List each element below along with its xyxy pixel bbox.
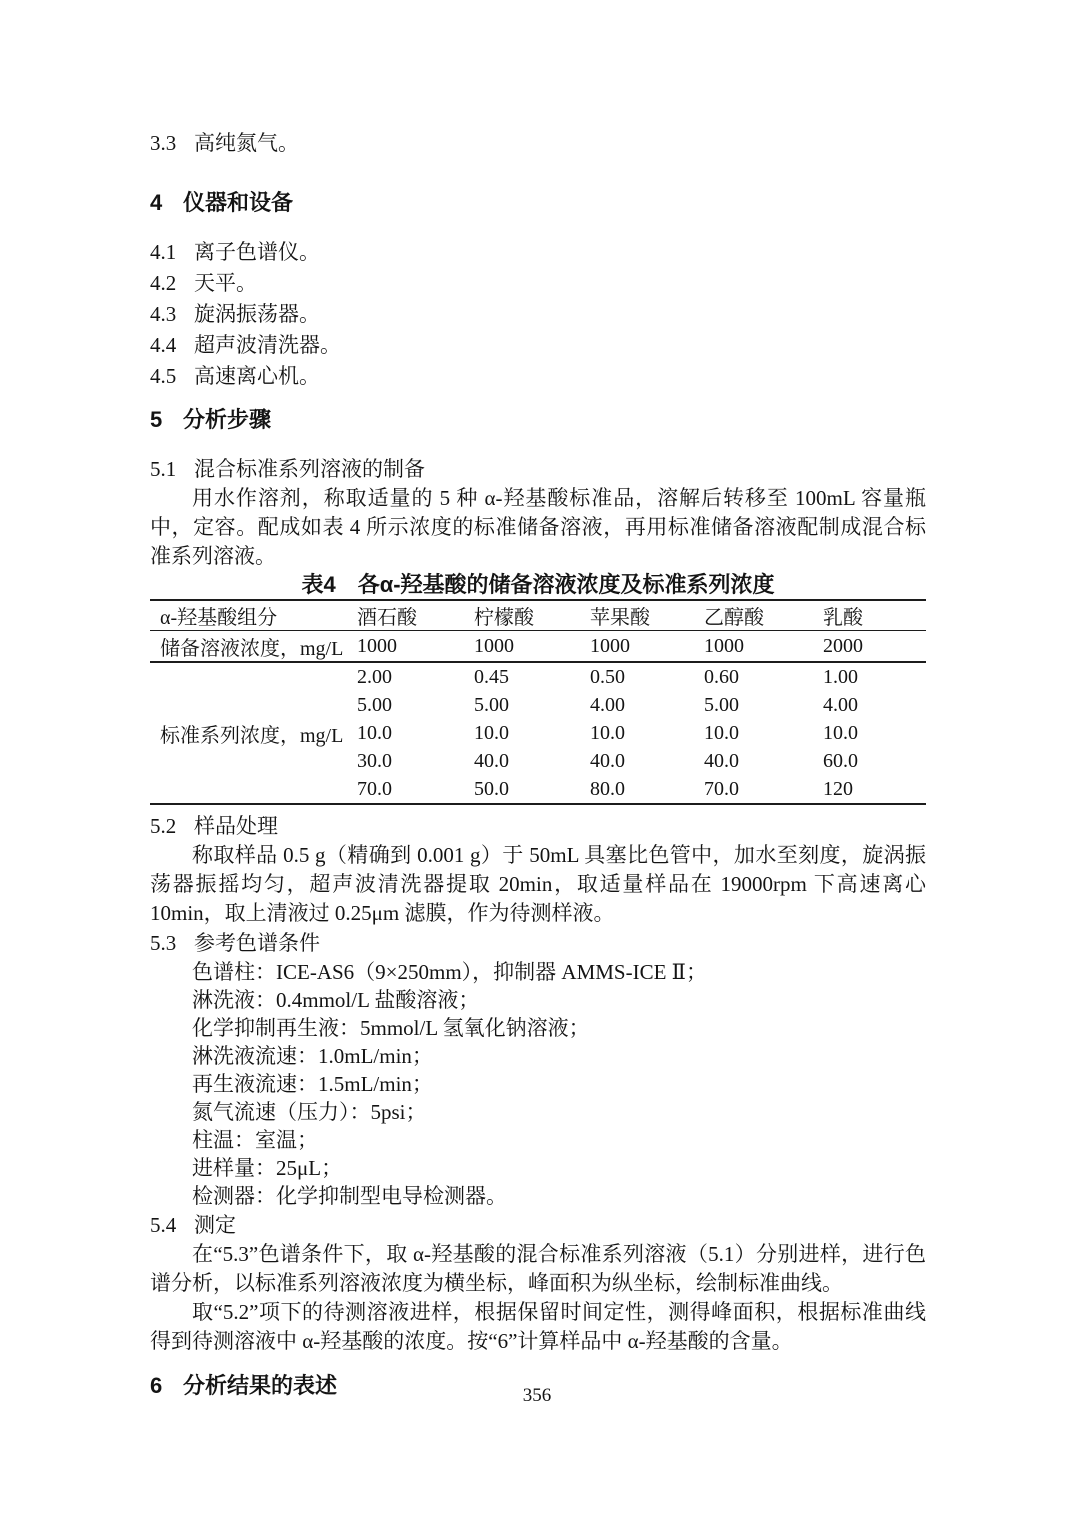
row-label: 储备溶液浓度，mg/L — [150, 631, 357, 663]
table-cell: 0.45 — [474, 665, 509, 688]
table-cell: 40.0 — [704, 749, 739, 772]
condition-item: 检测器：化学抑制型电导检测器。 — [192, 1184, 507, 1208]
clause-number: 5.2 — [150, 814, 177, 838]
column-header: 酒石酸 — [357, 600, 474, 631]
section-5-heading — [150, 405, 926, 435]
table-cell: 70.0 — [357, 777, 392, 800]
condition-item: 再生液流速：1.5mL/min； — [192, 1072, 433, 1096]
table-cell: 1000 — [357, 631, 474, 663]
clause-text: 超声波清洗器。 — [194, 333, 341, 357]
chromatography-conditions-list — [150, 958, 926, 1210]
table-cell: 0.50 — [590, 665, 625, 688]
clause-title: 参考色谱条件 — [194, 931, 320, 955]
table-cell: 60.0 — [823, 749, 858, 772]
condition-item: 柱温：室温； — [192, 1128, 318, 1152]
section-number: 5 — [150, 407, 163, 432]
clause-number: 4.4 — [150, 333, 177, 357]
table-row — [150, 631, 926, 663]
condition-item: 色谱柱：ICE-AS6（9×250mm），抑制器 AMMS-ICE Ⅱ； — [192, 960, 707, 984]
table-cell: 80.0 — [590, 777, 625, 800]
clause-number: 5.3 — [150, 931, 177, 955]
section-title: 分析结果的表述 — [183, 1373, 338, 1398]
section-4-items — [150, 237, 926, 392]
document-page — [150, 128, 926, 1401]
table-cell: 4.00 — [823, 693, 858, 716]
table-cell: 1.00 — [823, 665, 858, 688]
table-cell: 1000 — [590, 631, 704, 663]
table-cell: 5.00 — [474, 693, 509, 716]
table-cell: 50.0 — [474, 777, 509, 800]
clause-text: 离子色谱仪。 — [194, 240, 320, 264]
clause-5-4-paragraph-1: 在“5.3”色谱条件下，取 α-羟基酸的混合标准系列溶液（5.1）分别进样，进行色谱分析，以标准系列溶液浓度为横坐标，峰面积为纵坐标，绘制标准曲线。 — [150, 1242, 926, 1295]
clause-5-4-paragraph-2: 取“5.2”项下的待测溶液进样，根据保留时间定性，测得峰面积，根据标准曲线得到待测溶液中 α-羟基酸的浓度。按“6”计算样品中 α-羟基酸的含量。 — [150, 1300, 926, 1353]
column-header: α-羟基酸组分 — [150, 600, 357, 631]
condition-item: 进样量：25μL； — [192, 1156, 343, 1180]
table-4-caption: 表4 各α-羟基酸的储备溶液浓度及标准系列浓度 — [301, 572, 775, 597]
table-cell: 5.00 — [704, 693, 739, 716]
clause-number: 4.3 — [150, 302, 177, 326]
table-cell: 2000 — [823, 631, 926, 663]
table-cell: 10.0 — [823, 721, 858, 744]
table-cell: 4.00 — [590, 693, 625, 716]
section-title: 分析步骤 — [183, 407, 272, 432]
section-number: 6 — [150, 1373, 163, 1398]
clause-5-1-heading — [150, 454, 926, 484]
section-title: 仪器和设备 — [183, 190, 294, 215]
clause-4-4 — [150, 330, 926, 361]
clause-text: 高速离心机。 — [194, 364, 320, 388]
column-header: 乙醇酸 — [704, 600, 823, 631]
clause-5-4-heading — [150, 1210, 926, 1240]
clause-title: 测定 — [194, 1213, 236, 1237]
table-cell: 1000 — [474, 631, 590, 663]
table-cell: 120 — [823, 777, 853, 800]
clause-number: 4.1 — [150, 240, 177, 264]
table-cell: 40.0 — [474, 749, 509, 772]
table-header-row — [150, 600, 926, 631]
table-cell: 10.0 — [357, 721, 392, 744]
clause-text: 天平。 — [194, 271, 257, 295]
table-4 — [150, 599, 926, 805]
clause-number: 3.3 — [150, 131, 177, 155]
section-number: 4 — [150, 190, 163, 215]
column-header: 乳酸 — [823, 600, 926, 631]
column-header: 苹果酸 — [590, 600, 704, 631]
condition-item: 淋洗液流速：1.0mL/min； — [192, 1044, 433, 1068]
table-cell: 0.60 — [704, 665, 739, 688]
clause-5-1-paragraph: 用水作溶剂，称取适量的 5 种 α-羟基酸标准品，溶解后转移至 100mL 容量瓶中，定容。配成如表 4 所示浓度的标准储备溶液，再用标准储备溶液配制成混合标准系列溶液。 — [150, 486, 926, 568]
clause-4-3 — [150, 299, 926, 330]
row-label: 标准系列浓度，mg/L — [160, 724, 344, 747]
clause-3-3 — [150, 128, 926, 159]
table-cell: 40.0 — [590, 749, 625, 772]
clause-title: 样品处理 — [194, 814, 278, 838]
clause-4-1 — [150, 237, 926, 268]
table-cell: 2.00 — [357, 665, 392, 688]
condition-item: 淋洗液：0.4mmol/L 盐酸溶液； — [192, 988, 480, 1012]
section-4-heading — [150, 188, 926, 218]
clause-5-3-heading — [150, 928, 926, 958]
table-cell: 10.0 — [590, 721, 625, 744]
condition-item: 氮气流速（压力）：5psi； — [192, 1100, 427, 1124]
clause-5-2-heading — [150, 811, 926, 841]
clause-4-2 — [150, 268, 926, 299]
clause-4-5 — [150, 361, 926, 392]
clause-text: 高纯氮气。 — [194, 131, 299, 155]
clause-number: 4.2 — [150, 271, 177, 295]
page-number: 356 — [522, 1385, 552, 1406]
table-cell: 30.0 — [357, 749, 392, 772]
table-cell: 10.0 — [704, 721, 739, 744]
clause-5-2-paragraph: 称取样品 0.5 g（精确到 0.001 g）于 50mL 具塞比色管中，加水至刻度，旋涡振荡器振摇均匀，超声波清洗器提取 20min，取适量样品在 19000rpm 下高速离心 10min，取上清液过 0.25μm 滤膜，作为待测样液。 — [150, 843, 926, 925]
condition-item: 化学抑制再生液：5mmol/L 氢氧化钠溶液； — [192, 1016, 590, 1040]
clause-text: 旋涡振荡器。 — [194, 302, 320, 326]
clause-number: 5.4 — [150, 1213, 177, 1237]
table-row — [150, 662, 926, 691]
column-header: 柠檬酸 — [474, 600, 590, 631]
clause-number: 4.5 — [150, 364, 177, 388]
clause-number: 5.1 — [150, 457, 177, 481]
table-cell: 10.0 — [474, 721, 509, 744]
clause-title: 混合标准系列溶液的制备 — [194, 457, 425, 481]
table-cell: 1000 — [704, 631, 823, 663]
table-cell: 5.00 — [357, 693, 392, 716]
table-cell: 70.0 — [704, 777, 739, 800]
